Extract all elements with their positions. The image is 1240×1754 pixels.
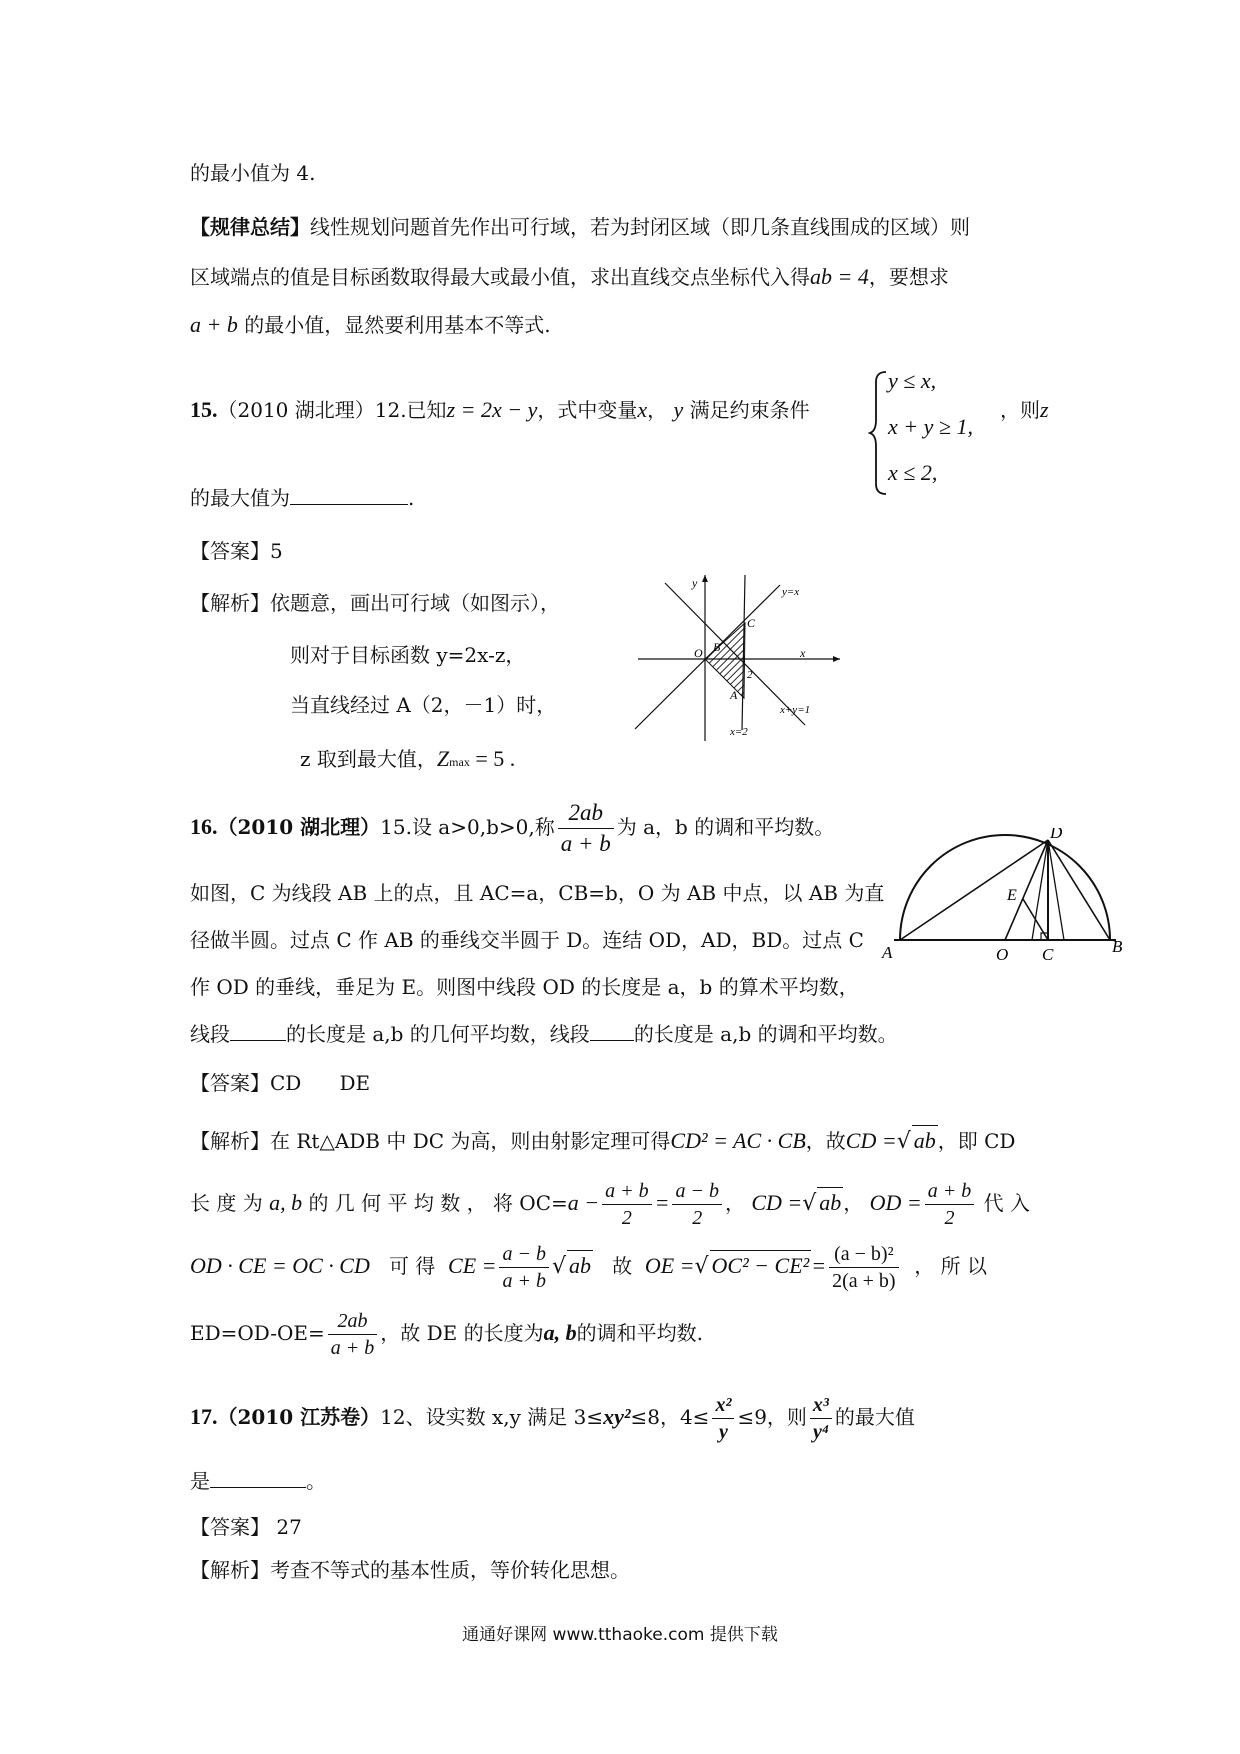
text: 的 几 何 平 均 数 ， 将 OC= [308,1191,568,1215]
q15-explain-2 [290,640,525,670]
semicircle-figure [880,828,1130,963]
segment-d-right [1048,840,1064,940]
answer-blank-1 [230,1018,286,1041]
numerator: a − b [675,1180,719,1202]
answer-blank [210,1465,306,1488]
q15-stem-2 [190,482,414,513]
text: ， [843,1191,864,1215]
denominator: y⁴ [810,1418,832,1443]
math: y [673,397,684,422]
answer-tag: 【答案】 [190,1071,270,1095]
fraction [810,1394,832,1443]
math-subscript: max [449,755,470,769]
line-label-y-eq-x: y=x [782,586,800,598]
answer-blank [290,482,408,505]
math: OE = [644,1253,695,1278]
denominator: a + b [328,1334,378,1359]
text: 径做半圆。过点 C 作 AB 的垂线交半圆于 D。连结 OD，AD，BD。过点 C [190,928,864,952]
math: a, b [269,1190,303,1215]
denominator: 2 [925,1204,975,1229]
text: 考查不等式的基本性质，等价转化思想。 [270,1558,630,1582]
text: 12、设实数 x,y 满足 3≤ [380,1405,604,1429]
answer-tag: 【答案】 [190,1515,270,1539]
q16-stem-1 [190,800,834,857]
q17-stem-2 [190,1465,326,1496]
q15-stem-tail [1000,395,1049,425]
text: 故 [612,1254,633,1278]
text: ≤9，则 [737,1405,807,1429]
math: CE = [448,1253,497,1278]
numerator: 2ab [337,1310,368,1332]
q16-stem-2 [190,878,884,908]
q17-explain [190,1555,630,1585]
numerator: x² [715,1394,732,1416]
brace-icon [868,368,890,498]
segment-bd [1048,840,1110,940]
point-label-a: A [730,688,738,702]
text: 当直线经过 A（2，－1）时， [290,693,557,717]
fraction [925,1180,975,1229]
math: a + b [190,312,238,337]
explain-tag: 【解析】 [190,1558,270,1582]
answer-value: 27 [270,1515,302,1539]
text: ， 所 以 [914,1254,988,1278]
math: CD = [751,1190,803,1215]
constraint-1: y ≤ x, [888,368,937,393]
text: 作 OD 的垂线，垂足为 E。则图中线段 OD 的长度是 a，b 的算术平均数， [190,975,859,999]
q16-stem-5 [190,1018,898,1049]
math: OD = [869,1190,922,1215]
numerator: a + b [927,1180,972,1202]
point-label-a: A [882,943,893,962]
text: ，则 [1000,398,1040,422]
text: 则对于目标函数 y=2x-z， [290,643,526,667]
text: 长 度 为 [190,1191,263,1215]
constraint-2: x + y ≥ 1, [888,414,973,439]
denominator: a + b [499,1267,549,1292]
q16-stem-4 [190,972,859,1002]
denominator: a + b [558,828,614,857]
fraction [558,800,614,857]
q16-explain-1 [190,1125,1015,1157]
text: 代 入 [983,1191,1030,1215]
math-radicand: ab [567,1250,593,1281]
q16-explain-3 [190,1243,987,1292]
text: 的最小值，显然要利用基本不等式. [237,313,551,337]
point-label-d: D [1050,828,1063,842]
q17-answer [190,1512,302,1542]
text: ，故 [805,1129,846,1153]
summary-line-1 [190,212,970,242]
math: OD · CE = OC · CD [190,1253,370,1278]
point-label-c: C [1042,945,1054,963]
q15-answer [190,536,283,566]
denominator: y [712,1418,734,1443]
point-label-b: B [713,640,721,654]
text: 的调和平均数. [576,1321,703,1345]
explain-tag: 【解析】 [190,1129,270,1153]
answer-value: CD DE [270,1071,371,1095]
question-number: 15. [190,397,218,422]
math: Z [436,746,450,771]
answer-blank-2 [590,1018,634,1041]
numerator: a + b [605,1180,649,1202]
math: xy² [603,1404,631,1429]
fraction [328,1310,378,1359]
math: ab = 4 [810,264,869,289]
text: ，式中变量 [537,398,638,422]
sqrt-sign-icon: √ [802,1191,817,1216]
text: 可 得 [388,1254,436,1278]
page-footer: 通通好课网 www.tthaoke.com 提供下载 [462,1625,778,1645]
question-number: 17. [190,1404,218,1429]
sqrt-sign-icon: √ [896,1129,911,1154]
text: 如图，C 为线段 AB 上的点，且 AC=a，CB=b，O 为 AB 中点，以 AB 为直 [190,881,885,905]
text: ，故 DE 的长度为 [380,1321,544,1345]
text: 的长度是 a,b 的调和平均数。 [633,1022,898,1046]
q15-explain-1 [190,588,560,618]
text: 区域端点的值是目标函数取得最大或最小值，求出直线交点坐标代入得 [190,265,810,289]
explain-tag: 【解析】 [190,591,270,615]
math: a, b [543,1320,577,1345]
section-tag: 【规律总结】 [190,215,310,239]
math: x [637,397,648,422]
q16-answer [190,1068,370,1098]
answer-tag: 【答案】 [190,539,270,563]
text: 线性规划问题首先作出可行域，若为封闭区域（即几条直线围成的区域）则 [310,215,970,239]
denominator: 2 [602,1204,652,1229]
feasible-region-figure [630,565,850,745]
question-source: （2010 湖北理） [217,815,381,839]
fraction [712,1394,734,1443]
text: 的最大值为 [190,486,290,510]
constraint-3: x ≤ 2, [888,460,938,485]
text: 依题意，画出可行域（如图示）， [270,591,560,615]
line-label-x-plus-y-eq-1: x+y=1 [780,704,811,716]
numerator: (a − b)² [834,1243,894,1265]
question-number: 16. [190,814,218,839]
summary-line-2 [190,262,949,292]
fraction [672,1180,722,1229]
text: ≤8，4≤ [630,1405,710,1429]
question-source: （2010 江苏卷） [217,1405,381,1429]
fraction [829,1243,898,1292]
math: z = 2x − y [446,397,538,422]
line-label-x-eq-2: x=2 [730,726,748,738]
q15-explain-4 [300,744,515,777]
numerator: a − b [502,1243,546,1265]
text: ， [647,398,668,422]
q15-explain-3 [290,690,556,720]
text: . [408,486,415,510]
text: ，即 CD [937,1129,1016,1153]
text: 。 [306,1469,326,1493]
text: 为 a，b 的调和平均数。 [616,815,835,839]
numerator: 2ab [568,800,603,825]
line-y-eq-x [635,585,780,729]
text-line [190,158,315,188]
tick-label-2: 2 [747,669,753,681]
text: 15.设 a>0,b>0,称 [380,815,555,839]
math: z [1040,397,1049,422]
fraction [602,1180,652,1229]
text: ， [724,1191,745,1215]
math: CD = [845,1128,897,1153]
q16-explain-4 [190,1310,703,1359]
answer-value: 5 [270,539,283,563]
math-radicand: ab [912,1125,938,1156]
numerator: x³ [812,1394,829,1416]
q15-stem [190,395,810,425]
origin-label: O [694,646,703,660]
semicircle-arc [900,835,1110,940]
x-axis-arrow [833,656,840,662]
math: a − [567,1190,600,1215]
feasible-region [705,623,745,698]
question-source: （2010 湖北理）12.已知 [217,398,447,422]
text: 满足约束条件 [689,398,810,422]
math-radicand: ab [817,1187,843,1218]
text: 在 Rt△ADB 中 DC 为高，则由射影定理可得 [270,1129,671,1153]
segment-d-left [1032,840,1048,940]
denominator: 2 [672,1204,722,1229]
sqrt-sign-icon: √ [551,1254,567,1279]
sqrt-sign-icon: √ [694,1254,709,1279]
point-label-o: O [996,945,1009,963]
text: z 取到最大值， [300,747,437,771]
text: ，要想求 [868,265,949,289]
q16-explain-2 [190,1180,1030,1229]
math-radicand: OC² − CE² [710,1250,812,1281]
text: ED=OD-OE= [190,1321,325,1345]
text: 的长度是 a,b 的几何平均数，线段 [286,1022,590,1046]
fraction [499,1243,549,1292]
point-label-b: B [1112,937,1123,956]
text: 线段 [190,1022,230,1046]
summary-line-3 [190,310,551,340]
text: 的最小值为 4. [190,161,316,185]
q16-stem-3 [190,925,864,955]
math: = 5 . [469,746,516,771]
text: 的最大值 [834,1405,915,1429]
math: = [811,1253,827,1278]
math: = [654,1190,670,1215]
point-label-c: C [747,616,756,630]
math: CD² = AC · CB [670,1128,806,1153]
y-axis-label: y [692,576,698,590]
y-axis-arrow [702,575,708,582]
denominator: 2(a + b) [829,1267,898,1292]
point-label-e: E [1007,887,1017,904]
q17-stem-1 [190,1394,915,1443]
x-axis-label: x [800,646,806,660]
text: 是 [190,1469,210,1493]
